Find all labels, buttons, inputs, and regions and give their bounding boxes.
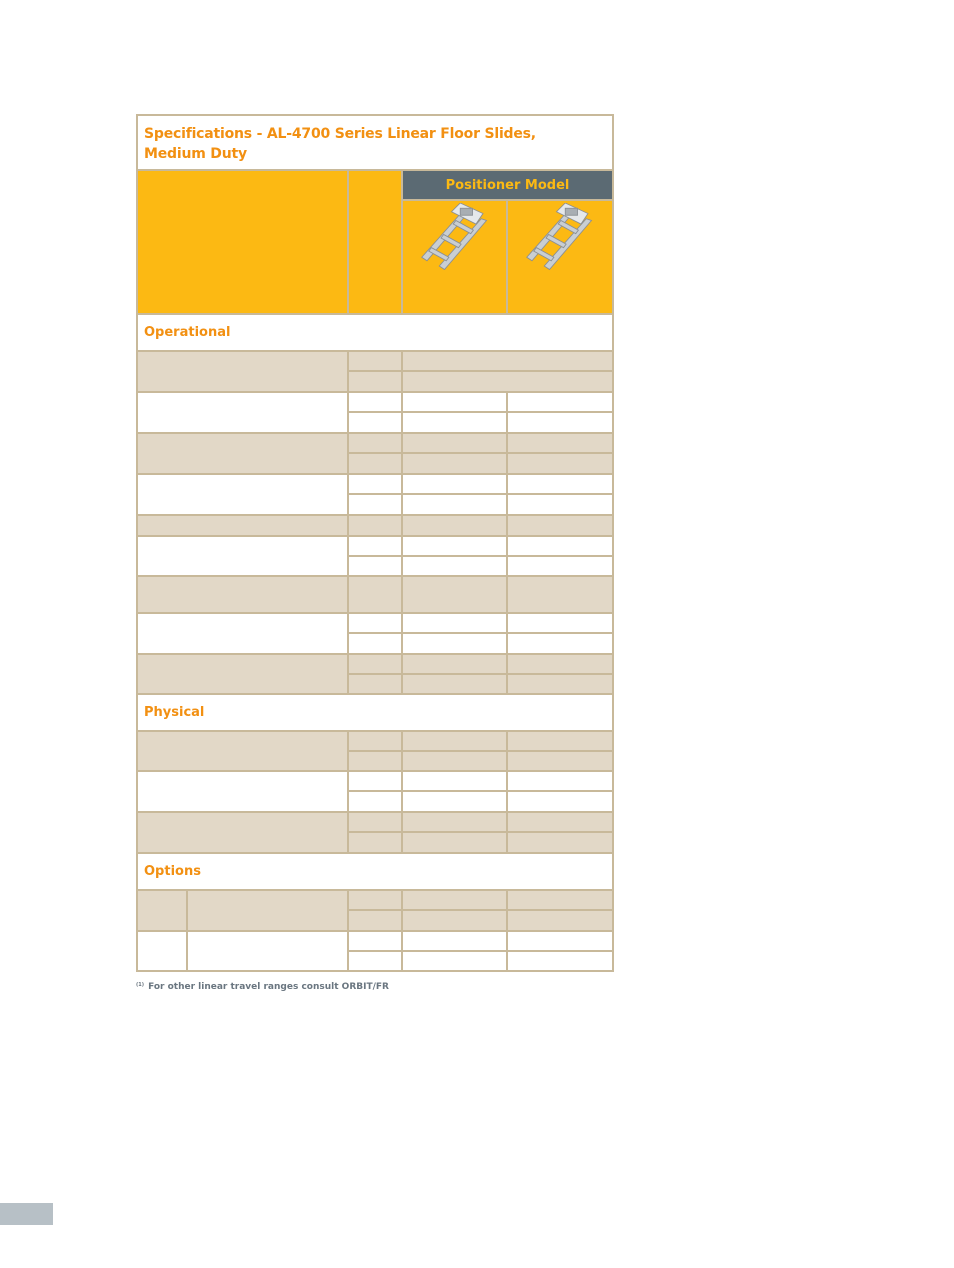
ph-row2-v2a xyxy=(508,772,612,790)
op-row1-unit-b xyxy=(349,372,401,391)
op-row6-unit-b xyxy=(349,557,401,575)
op-row6-v1a xyxy=(403,537,506,555)
opt-row1-label xyxy=(188,891,347,930)
op-row9-v2a xyxy=(508,655,612,673)
op-row9-v2b xyxy=(508,675,612,693)
op-row5-v2 xyxy=(508,516,612,535)
model-image-cell-1 xyxy=(403,201,506,313)
opt-row2-v2a xyxy=(508,932,612,950)
op-row1-value-b xyxy=(403,372,612,391)
op-row4-v2b xyxy=(508,495,612,514)
ph-row2-unit-b xyxy=(349,792,401,811)
op-row8-v1b xyxy=(403,634,506,653)
positioner-model-header: Positioner Model xyxy=(403,171,612,199)
ph-row1-label xyxy=(138,732,347,770)
linear-slide-image-1 xyxy=(411,203,499,273)
op-row6-v2b xyxy=(508,557,612,575)
op-row8-v2a xyxy=(508,614,612,632)
header-label-cell xyxy=(138,171,347,313)
op-row6-unit-a xyxy=(349,537,401,555)
op-row3-unit-b xyxy=(349,454,401,473)
ph-row2-v1b xyxy=(403,792,506,811)
op-row8-unit-a xyxy=(349,614,401,632)
op-row4-unit-a xyxy=(349,475,401,493)
op-row5-label xyxy=(138,516,347,535)
op-row5-v1 xyxy=(403,516,506,535)
op-row6-v1b xyxy=(403,557,506,575)
op-row3-unit-a xyxy=(349,434,401,452)
model-image-cell-2 xyxy=(508,201,612,313)
spec-title-line2: Medium Duty xyxy=(144,146,247,162)
opt-row2-label xyxy=(188,932,347,970)
header-unit-cell xyxy=(349,171,401,313)
op-row1-label xyxy=(138,352,347,391)
opt-row2-v1a xyxy=(403,932,506,950)
opt-row2-v1b xyxy=(403,952,506,970)
op-row2-v2b xyxy=(508,413,612,432)
ph-row3-v1a xyxy=(403,813,506,831)
op-row2-v2a xyxy=(508,393,612,411)
op-row9-label xyxy=(138,655,347,693)
opt-row1-v2b xyxy=(508,911,612,930)
ph-row3-v2b xyxy=(508,833,612,852)
op-row6-label xyxy=(138,537,347,575)
spec-title xyxy=(138,116,612,169)
ph-row1-unit-b xyxy=(349,752,401,770)
opt-row1-code xyxy=(138,891,186,930)
spec-title-line1: Specifications - AL-4700 Series Linear Floor Slides, xyxy=(144,126,536,142)
linear-slide-image-2 xyxy=(516,203,604,273)
op-row9-unit-a xyxy=(349,655,401,673)
op-row9-v1b xyxy=(403,675,506,693)
ph-row3-v1b xyxy=(403,833,506,852)
op-row3-label xyxy=(138,434,347,473)
section-physical: Physical xyxy=(138,695,612,730)
op-row1-value-a xyxy=(403,352,612,370)
op-row3-v2b xyxy=(508,454,612,473)
op-row7-v2 xyxy=(508,577,612,612)
opt-row2-unit-b xyxy=(349,952,401,970)
op-row2-unit-a xyxy=(349,393,401,411)
opt-row2-code xyxy=(138,932,186,970)
spec-table xyxy=(136,114,614,972)
ph-row1-v2a xyxy=(508,732,612,750)
op-row3-v2a xyxy=(508,434,612,452)
op-row7-unit xyxy=(349,577,401,612)
opt-row1-v1a xyxy=(403,891,506,909)
op-row4-v1b xyxy=(403,495,506,514)
opt-row2-v2b xyxy=(508,952,612,970)
section-operational: Operational xyxy=(138,315,612,350)
opt-row1-unit-a xyxy=(349,891,401,909)
op-row3-v1b xyxy=(403,454,506,473)
op-row2-v1b xyxy=(403,413,506,432)
ph-row3-unit-a xyxy=(349,813,401,831)
ph-row1-v1b xyxy=(403,752,506,770)
op-row5-unit xyxy=(349,516,401,535)
ph-row3-unit-b xyxy=(349,833,401,852)
ph-row1-unit-a xyxy=(349,732,401,750)
ph-row1-v1a xyxy=(403,732,506,750)
op-row4-label xyxy=(138,475,347,514)
op-row4-unit-b xyxy=(349,495,401,514)
op-row7-v1 xyxy=(403,577,506,612)
section-options: Options xyxy=(138,854,612,889)
op-row9-v1a xyxy=(403,655,506,673)
op-row8-unit-b xyxy=(349,634,401,653)
ph-row3-v2a xyxy=(508,813,612,831)
op-row1-unit-a xyxy=(349,352,401,370)
op-row8-label xyxy=(138,614,347,653)
ph-row1-v2b xyxy=(508,752,612,770)
op-row2-label xyxy=(138,393,347,432)
page-tab xyxy=(0,1203,53,1225)
ph-row2-label xyxy=(138,772,347,811)
opt-row1-unit-b xyxy=(349,911,401,930)
opt-row1-v2a xyxy=(508,891,612,909)
opt-row2-unit-a xyxy=(349,932,401,950)
footnote-marker: (1) xyxy=(136,982,145,988)
op-row6-v2a xyxy=(508,537,612,555)
op-row8-v2b xyxy=(508,634,612,653)
ph-row2-v1a xyxy=(403,772,506,790)
ph-row2-v2b xyxy=(508,792,612,811)
footnote xyxy=(136,982,389,992)
op-row4-v1a xyxy=(403,475,506,493)
op-row2-unit-b xyxy=(349,413,401,432)
ph-row3-label xyxy=(138,813,347,852)
ph-row2-unit-a xyxy=(349,772,401,790)
op-row7-label xyxy=(138,577,347,612)
footnote-text: For other linear travel ranges consult ORBIT/FR xyxy=(148,982,389,992)
op-row3-v1a xyxy=(403,434,506,452)
op-row2-v1a xyxy=(403,393,506,411)
op-row8-v1a xyxy=(403,614,506,632)
op-row9-unit-b xyxy=(349,675,401,693)
opt-row1-v1b xyxy=(403,911,506,930)
op-row4-v2a xyxy=(508,475,612,493)
